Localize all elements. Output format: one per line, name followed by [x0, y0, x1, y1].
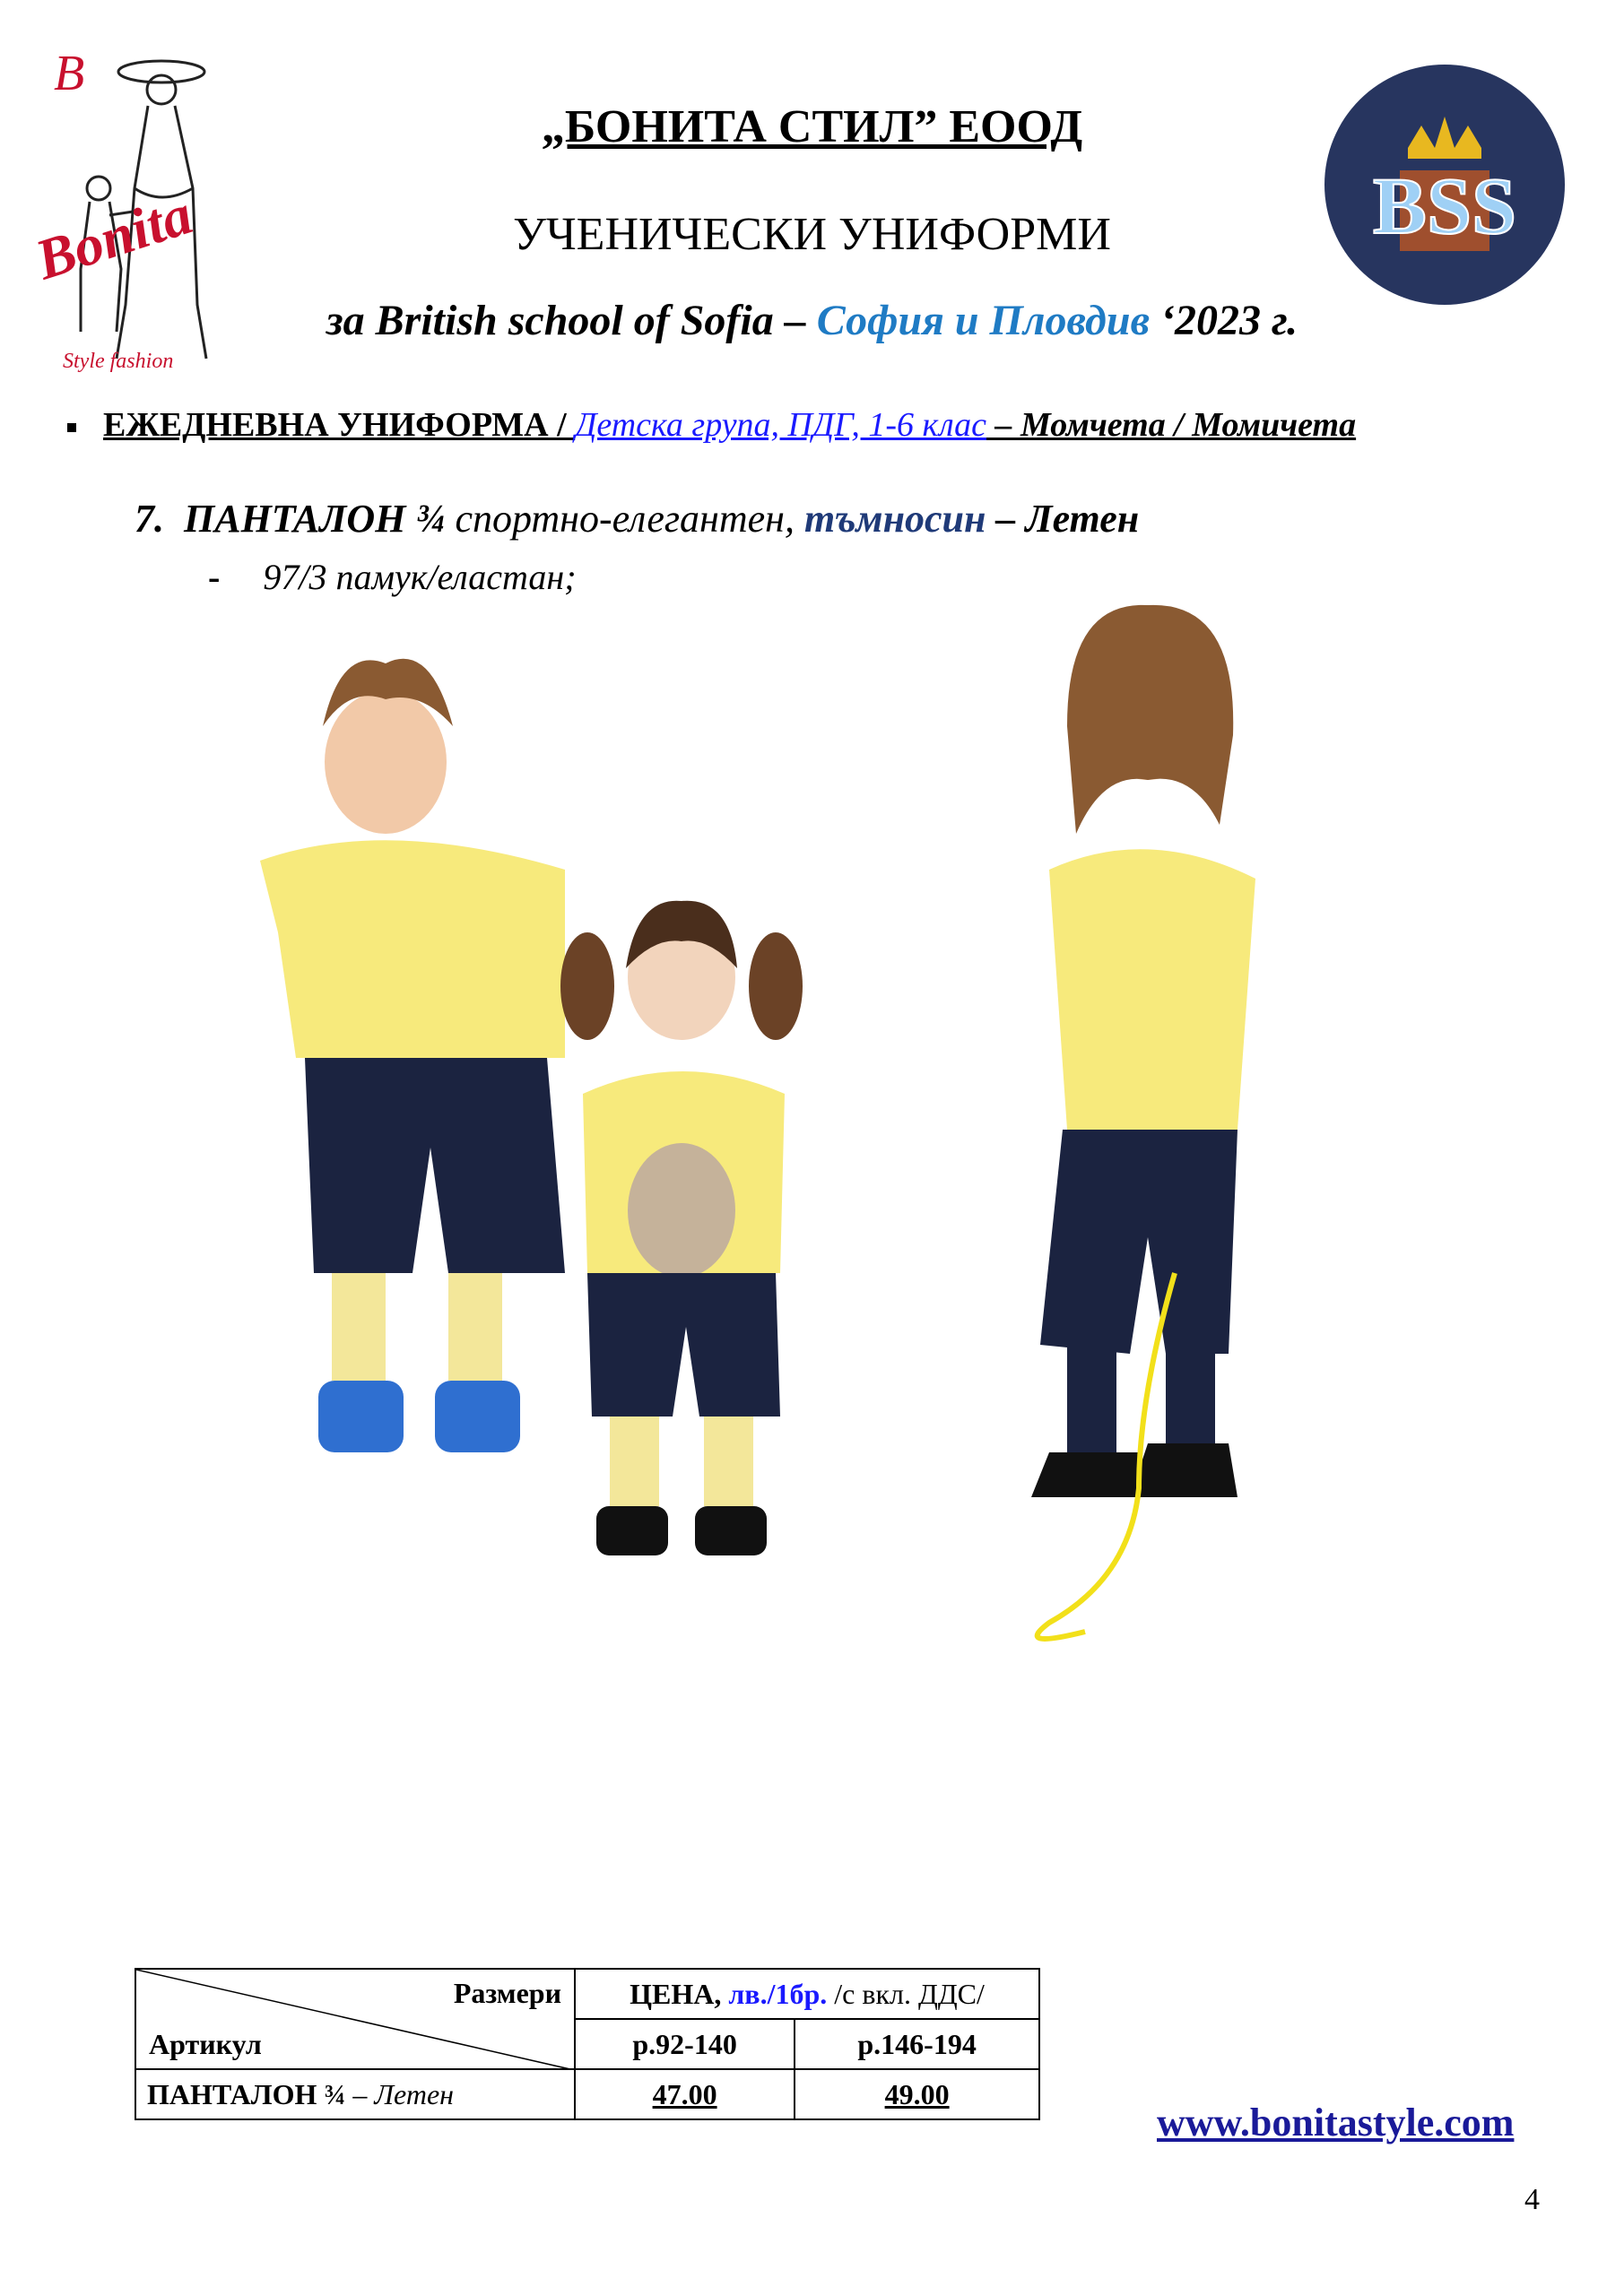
row-name: ПАНТАЛОН ¾ [147, 2077, 353, 2110]
page-number: 4 [1524, 2183, 1540, 2216]
row-article [135, 2069, 575, 2119]
price-unit: лв./1бр. [728, 1977, 828, 2010]
item-color: тъмносин [804, 497, 986, 541]
small-girl-figure [560, 901, 803, 1555]
price-header [575, 1969, 1039, 2019]
company-name: „БОНИТА СТИЛ” ЕООД [541, 101, 1083, 152]
row-season: – Летен [352, 2077, 455, 2110]
size-range-1: р.92-140 [575, 2019, 795, 2069]
item-desc: спортно-елегантен, [445, 497, 805, 541]
item-heading [135, 496, 1139, 542]
material-dash: - [208, 557, 221, 597]
price-label: ЦЕНА, [630, 1977, 729, 2010]
size-range-2: р.146-194 [795, 2019, 1039, 2069]
item-number: 7. [135, 497, 164, 541]
website-link[interactable]: www.bonitastyle.com [1157, 2101, 1515, 2144]
price-vat: /с вкл. ДДС/ [827, 1977, 985, 2010]
bss-logo [1323, 63, 1567, 307]
bullet-icon [67, 423, 76, 432]
document-subtitle: УЧЕНИЧЕСКИ УНИФОРМИ [513, 209, 1111, 260]
uniform-photo [242, 592, 1408, 1963]
logo-wordmark: Bonita [28, 181, 200, 292]
logo-initial: B [54, 46, 85, 101]
sizes-label: Размери [453, 1977, 561, 2009]
logo-tagline: Style fashion [63, 350, 174, 373]
price-table [135, 1968, 1040, 2120]
section-groups-link[interactable]: Детска група, ПДГ, 1-6 клас [575, 406, 986, 444]
school-prefix: за British school of Sofia – [326, 297, 817, 344]
section-title: ЕЖЕДНЕВНА УНИФОРМА / [103, 406, 576, 444]
tall-girl-figure [1031, 605, 1255, 1639]
material-text: 97/3 памук/еластан; [263, 557, 577, 597]
price-2: 49.00 [795, 2069, 1039, 2119]
item-name: ПАНТАЛОН ¾ [184, 497, 446, 541]
school-line [0, 296, 1624, 345]
article-label: Артикул [149, 2028, 262, 2060]
item-season: – Летен [986, 497, 1140, 541]
section-genders: – Момчета / Момичета [986, 406, 1357, 444]
price-1: 47.00 [575, 2069, 795, 2119]
boy-figure [260, 659, 565, 1452]
bss-logo-text: BSS [1372, 162, 1517, 251]
school-year: ‘2023 г. [1150, 297, 1298, 344]
section-heading [67, 405, 1356, 445]
table-corner-cell [135, 1969, 575, 2069]
school-cities: София и Пловдив [816, 297, 1151, 344]
